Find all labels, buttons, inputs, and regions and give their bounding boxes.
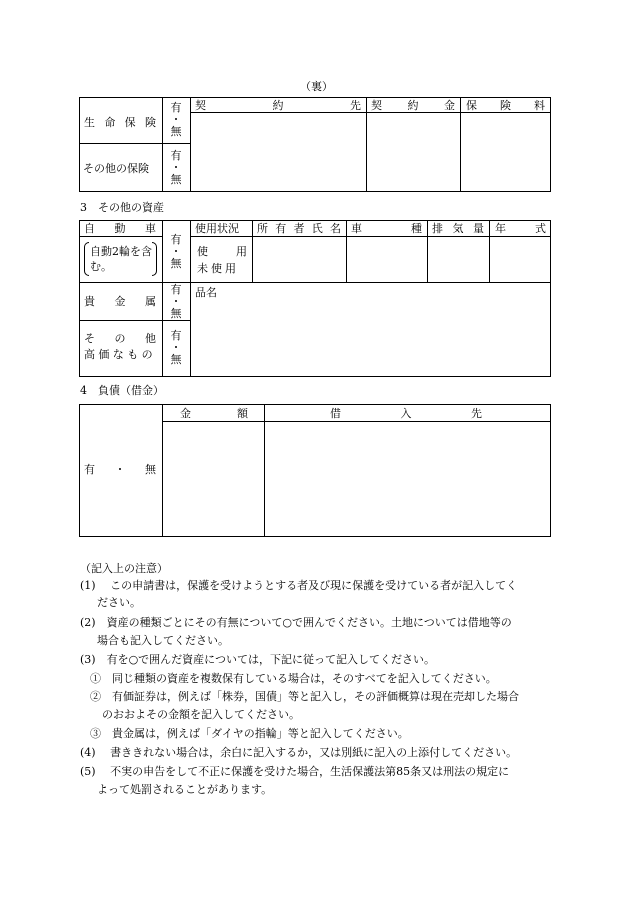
usage-in-use: 使 用 — [197, 245, 247, 258]
car-note: 自動2輪を含 む。 — [84, 242, 157, 276]
other-insurance-dot: ・ — [170, 161, 182, 174]
note-2-cont: 場合も記入してください。 — [97, 634, 229, 647]
contract-amount-header: 契 約 金 — [371, 99, 455, 112]
amount-header: 金 額 — [180, 407, 248, 420]
note-3: (3) 有を○で囲んだ資産については，下記に従って記入してください。 — [80, 653, 435, 666]
divider — [162, 97, 163, 192]
car-label: 自 動 車 — [84, 222, 156, 235]
divider — [79, 320, 191, 321]
model-header: 車 種 — [351, 222, 422, 235]
usage-unused: 未使用 — [197, 262, 239, 275]
other-valuables-dot: ・ — [170, 341, 182, 354]
precious-metal-yes: 有 — [170, 283, 182, 296]
lender-header: 借 入 先 — [330, 407, 482, 420]
divider — [427, 220, 428, 282]
life-insurance-yes: 有 — [170, 101, 182, 114]
liabilities-yes-no: 有 ・ 無 — [84, 463, 156, 476]
car-dot: ・ — [170, 245, 182, 258]
other-insurance-no: 無 — [170, 173, 182, 186]
section-3-title: 3 その他の資産 — [80, 201, 164, 214]
divider — [190, 236, 551, 237]
other-insurance-label: その他の保険 — [83, 162, 149, 175]
note-3-2: ② 有価証券は，例えば「株券，国債」等と記入し，その評価概算は現在売却した場合 — [90, 690, 519, 703]
precious-metal-no: 無 — [170, 307, 182, 320]
year-header: 年 式 — [495, 222, 546, 235]
usage-header: 使用状況 — [195, 222, 239, 235]
divider — [190, 112, 551, 113]
precious-metal-label: 貴 金 属 — [84, 295, 156, 308]
divider — [346, 220, 347, 282]
divider — [162, 421, 551, 422]
other-valuables-yes: 有 — [170, 329, 182, 342]
divider — [79, 282, 551, 283]
other-valuables-no: 無 — [170, 353, 182, 366]
note-1: (1) この申請書は，保護を受けようとする者及び現に保護を受けている者が記入してく — [80, 579, 518, 592]
other-valuables-label-1: そ の 他 — [84, 332, 156, 345]
notes-title: （記入上の注意） — [80, 562, 168, 575]
item-name-label: 品名 — [195, 286, 217, 299]
note-5: (5) 不実の申告をして不正に保護を受けた場合，生活保護法第85条又は刑法の規定に — [80, 765, 510, 778]
divider — [489, 220, 490, 282]
bracket-right — [152, 242, 157, 276]
displacement-header: 排 気 量 — [432, 222, 484, 235]
other-valuables-label-2: 高価なもの — [84, 348, 156, 361]
divider — [264, 404, 265, 537]
contract-party-header: 契 約 先 — [195, 99, 361, 112]
page-header: （裏） — [300, 80, 333, 93]
car-yes: 有 — [170, 233, 182, 246]
car-no: 無 — [170, 257, 182, 270]
precious-metal-dot: ・ — [170, 295, 182, 308]
life-insurance-no: 無 — [170, 125, 182, 138]
divider — [79, 143, 191, 144]
life-insurance-label: 生 命 保 険 — [84, 116, 156, 129]
note-3-3: ③ 貴金属は，例えば「ダイヤの指輪」等と記入してください。 — [90, 727, 409, 740]
owner-name-header: 所 有 者 氏 名 — [257, 222, 341, 235]
note-3-2-cont: のおおよその金額を記入してください。 — [102, 708, 300, 721]
note-5-cont: よって処罰されることがあります。 — [97, 783, 273, 796]
divider — [252, 220, 253, 282]
note-1-cont: ださい。 — [97, 596, 141, 609]
other-insurance-yes: 有 — [170, 149, 182, 162]
divider — [79, 236, 163, 237]
divider — [162, 404, 163, 537]
life-insurance-dot: ・ — [170, 113, 182, 126]
bracket-left — [84, 242, 89, 276]
note-4: (4) 書ききれない場合は，余白に記入するか，又は別紙に記入の上添付してください。 — [80, 746, 518, 759]
note-3-1: ① 同じ種類の資産を複数保有している場合は，そのすべてを記入してください。 — [90, 672, 497, 685]
divider — [162, 220, 163, 377]
divider — [190, 220, 191, 377]
premium-header: 保 険 料 — [466, 99, 545, 112]
note-2: (2) 資産の種類ごとにその有無について○で囲んでください。土地については借地等の — [80, 616, 512, 629]
section-4-title: 4 負債（借金） — [80, 384, 164, 397]
